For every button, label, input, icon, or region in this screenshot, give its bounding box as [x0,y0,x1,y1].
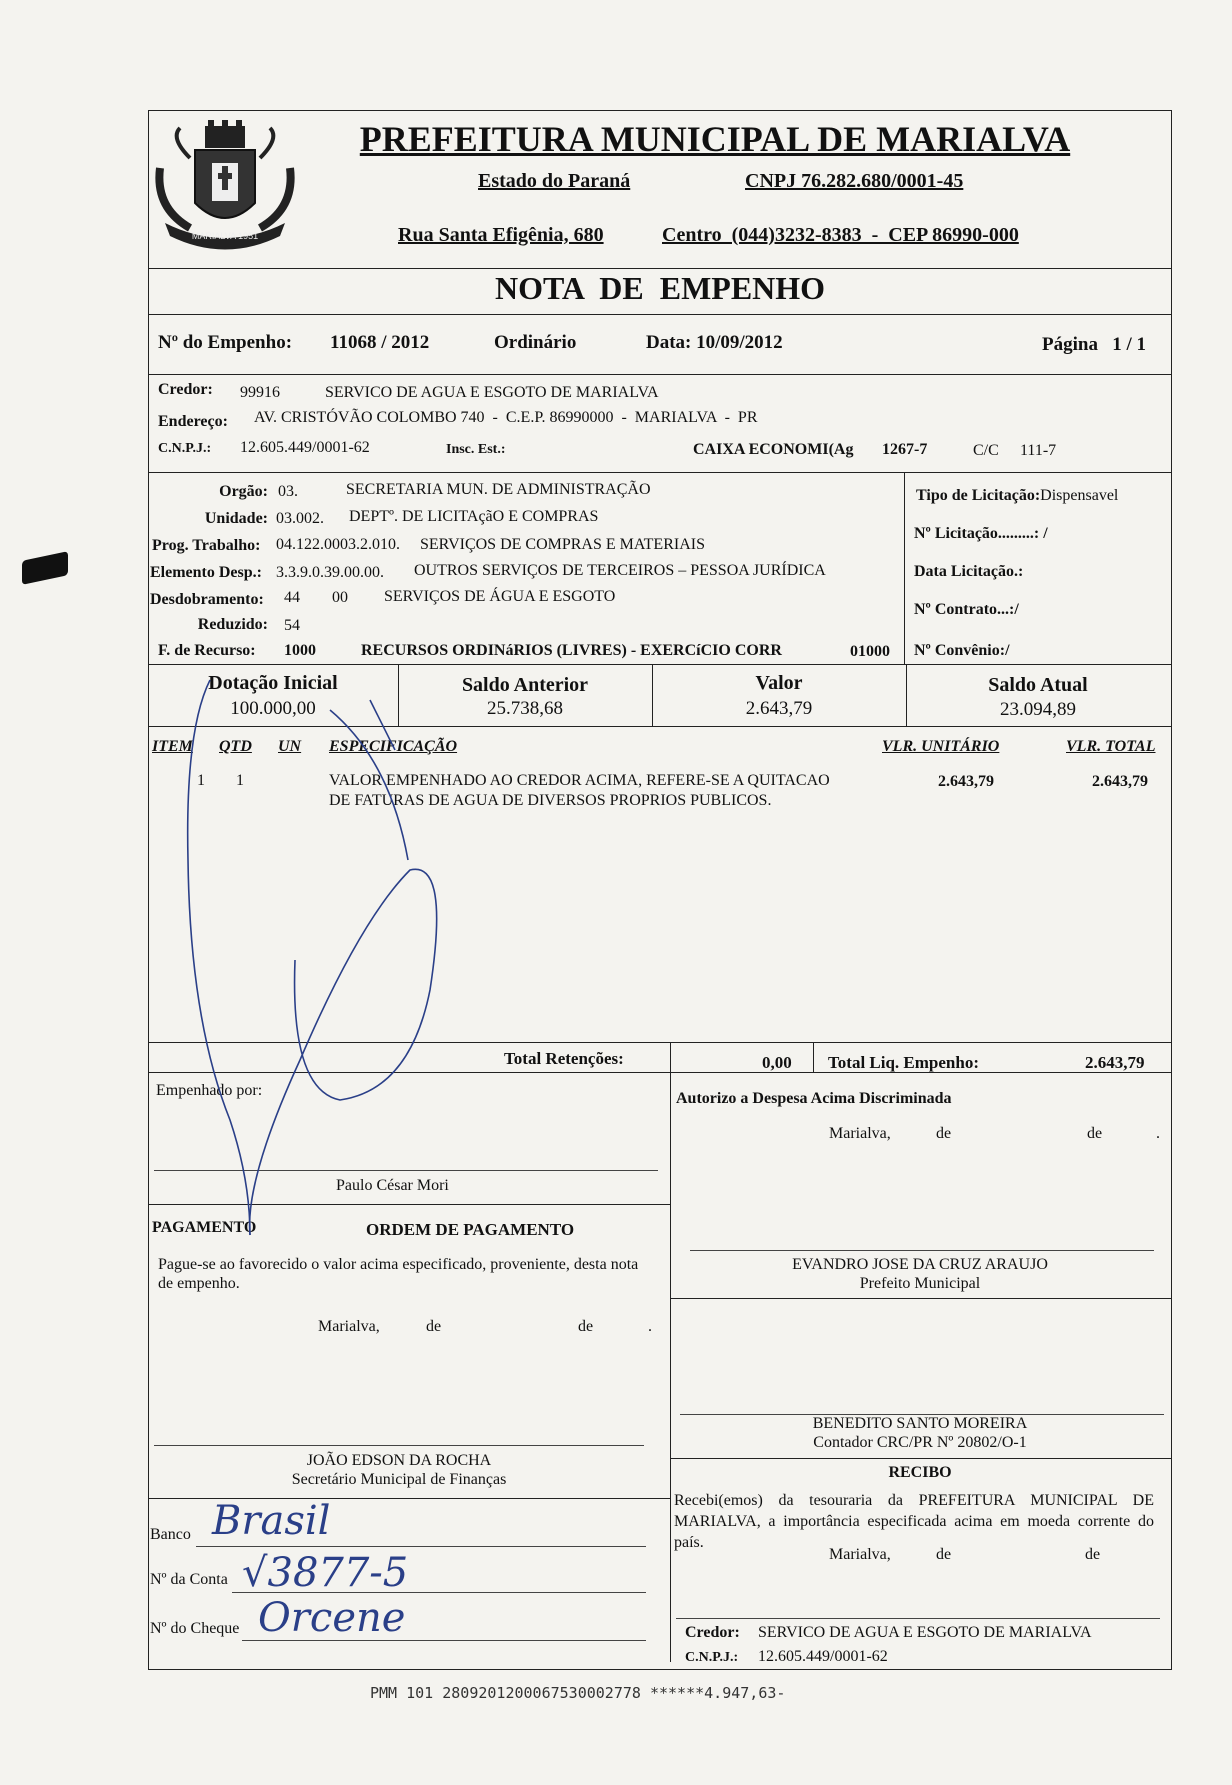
valor-value: 2.643,79 [745,698,813,719]
reduzido: 54 [284,617,300,634]
prefeito-nome: EVANDRO JOSE DA CRUZ ARAUJO [792,1256,1048,1273]
dotacao-value: 100.000,00 [230,698,316,719]
cnpj-credor: 12.605.449/0001-62 [240,439,370,456]
item-qtd: 1 [236,772,244,789]
empenho-date: Data: 10/09/2012 [646,332,783,353]
item-total-value: 2.643,79 [1092,773,1148,790]
saldo-anterior-value: 25.738,68 [487,698,563,719]
item-number: 1 [197,772,205,789]
svg-text:MARIALVA 1951: MARIALVA 1951 [191,231,259,241]
empenho-type: Ordinário [494,332,577,353]
ordem-pagamento-label: ORDEM DE PAGAMENTO [366,1220,575,1239]
cheque-label: Nº do Cheque [150,1620,240,1637]
contador-nome: BENEDITO SANTO MOREIRA [812,1415,1028,1432]
endereco-label: Endereço: [158,413,228,430]
aut-de-2: de [1087,1125,1103,1142]
liquido-value: 2.643,79 [1085,1053,1145,1072]
credor-label: Credor: [158,381,213,398]
recurso-label: F. de Recurso: [158,642,256,659]
col-un: UN [278,738,302,755]
elem-name: OUTROS SERVIÇOS DE TERCEIROS – PESSOA JURÍDICA [414,562,826,579]
convenio: Nº Convênio:/ [914,642,1010,659]
licitacao-tipo-value: Dispensavel [1040,487,1119,504]
recibo-title: RECIBO [888,1464,952,1481]
recibo-credor-label: Credor: [685,1624,740,1641]
prog-code: 04.122.0003.2.010. [276,536,400,553]
desd-label: Desdobramento: [150,591,264,608]
coat-of-arms-icon [150,118,300,258]
prog-label: Prog. Trabalho: [152,537,261,554]
unidade-name: DEPTº. DE LICITAçãO E COMPRAS [349,508,599,525]
recibo-marialva: Marialva, [829,1546,891,1563]
col-vlr-total: VLR. TOTAL [1066,738,1156,755]
item-unit-value: 2.643,79 [938,773,994,790]
cnpj-credor-label: C.N.P.J.: [158,441,212,456]
col-vlr-unitario: VLR. UNITÁRIO [882,738,1000,755]
recibo-text: Recebi(emos) da tesouraria da PREFEITURA MUNICIPAL DE MARIALVA, a importância especificada acima em moeda corrente do país. [674,1492,1154,1551]
saldo-atual-label: Saldo Atual [988,674,1088,696]
licitacao-data: Data Licitação.: [914,563,1024,580]
desd-code: 44 [284,589,300,606]
contador-cargo: Contador CRC/PR Nº 20802/O-1 [813,1434,1027,1451]
conta-label: Nº da Conta [150,1571,228,1588]
unidade-code: 03.002. [276,510,324,527]
recurso-name: RECURSOS ORDINáRIOS (LIVRES) - EXERCíCIO CORR [361,642,782,659]
empenhado-por-nome: Paulo César Mori [336,1177,449,1194]
recibo-de-1: de [936,1546,952,1563]
document-title: NOTA DE EMPENHO [494,270,826,306]
liquido-label: Total Liq. Empenho: [828,1053,979,1072]
prog-name: SERVIÇOS DE COMPRAS E MATERIAIS [420,536,705,553]
cnpj-label: CNPJ 76.282.680/0001-45 [745,170,964,192]
col-especificacao: ESPECIFICAÇÃO [329,738,458,755]
elem-label: Elemento Desp.: [150,564,262,581]
cc-label: C/C [973,442,999,459]
saldo-atual-value: 23.094,89 [1000,699,1076,720]
licitacao-tipo [916,487,1118,505]
recibo-credor-name: SERVICO DE AGUA E ESGOTO DE MARIALVA [758,1624,1092,1641]
elem-code: 3.3.9.0.39.00.00. [276,564,384,581]
autorizo-label: Autorizo a Despesa Acima Discriminada [676,1090,952,1107]
pagamento-label: PAGAMENTO [152,1219,257,1236]
licitacao-tipo-label: Tipo de Licitação: [916,487,1041,504]
signature-stroke [150,660,480,1240]
desd-name: SERVIÇOS DE ÁGUA E ESGOTO [384,588,616,605]
cc-number: 111-7 [1020,442,1057,459]
contrato: Nº Contrato...:/ [914,601,1019,618]
endereco: AV. CRISTÓVÃO COLOMBO 740 - C.E.P. 86990000 - MARIALVA - PR [254,409,758,426]
conta-handwritten: √3877-5 [242,1550,409,1596]
pag-de-2: de [578,1318,594,1335]
saldo-anterior-label: Saldo Anterior [461,674,589,696]
aut-marialva: Marialva, [829,1125,891,1142]
item-desc-line1: VALOR EMPENHADO AO CREDOR ACIMA, REFERE-SE A QUITACAO [329,772,830,789]
reduzido-label: Reduzido: [197,616,268,633]
retencoes-label: Total Retenções: [504,1049,624,1068]
desd-sub: 00 [332,589,348,606]
cheque-handwritten: Orcene [258,1595,406,1641]
secretario-cargo: Secretário Municipal de Finanças [291,1471,507,1488]
pag-de-1: de [426,1318,442,1335]
recurso-sub: 01000 [850,643,890,660]
empenhado-por-label: Empenhado por: [156,1082,263,1099]
banco-label: Banco [150,1526,191,1543]
contact-label: Centro (044)3232-8383 - CEP 86990-000 [662,224,1019,246]
recibo-cnpj: 12.605.449/0001-62 [758,1648,888,1665]
empenho-number: 11068 / 2012 [330,332,430,353]
scan-mark [22,551,68,585]
pag-marialva: Marialva, [318,1318,380,1335]
orgao-code: 03. [278,483,298,500]
aut-de-1: de [936,1125,952,1142]
pague-se-text: Pague-se ao favorecido o valor acima especificado, proveniente, desta nota de empenho. [158,1256,639,1292]
page-title: PREFEITURA MUNICIPAL DE MARIALVA [359,119,1071,159]
item-desc-line2: DE FATURAS DE AGUA DE DIVERSOS PROPRIOS PUBLICOS. [329,792,772,809]
orgao-label: Orgão: [219,483,268,500]
retencoes-value: 0,00 [762,1053,792,1072]
pag-dot: . [648,1318,652,1335]
insc-est-label: Insc. Est.: [446,442,506,457]
recurso-code: 1000 [284,642,316,659]
credor-code: 99916 [240,384,280,401]
orgao-name: SECRETARIA MUN. DE ADMINISTRAÇÃO [346,481,651,498]
recibo-cnpj-label: C.N.P.J.: [685,1650,739,1665]
prefeito-cargo: Prefeito Municipal [859,1275,981,1292]
aut-dot: . [1156,1125,1160,1142]
empenho-number-label: Nº do Empenho: [158,332,293,353]
page-number: Página 1 / 1 [1042,334,1146,355]
banco-handwritten: Brasil [212,1498,331,1544]
recibo-de-2: de [1085,1546,1101,1563]
licitacao-numero: Nº Licitação.........: / [914,525,1048,542]
valor-label: Valor [755,672,803,694]
col-item: ITEM [152,738,193,755]
dotacao-label: Dotação Inicial [208,672,338,694]
footer-code: PMM 101 2809201200067530002778 ******4.947,63- [370,1684,786,1702]
unidade-label: Unidade: [204,510,268,527]
credor-name: SERVICO DE AGUA E ESGOTO DE MARIALVA [325,384,659,401]
col-qtd: QTD [219,738,252,755]
agencia: 1267-7 [882,441,928,458]
banco-name: CAIXA ECONOMI(Ag [693,441,854,458]
state-label: Estado do Paraná [478,170,631,192]
secretario-nome: JOÃO EDSON DA ROCHA [306,1452,492,1469]
address-label: Rua Santa Efigênia, 680 [398,224,604,246]
